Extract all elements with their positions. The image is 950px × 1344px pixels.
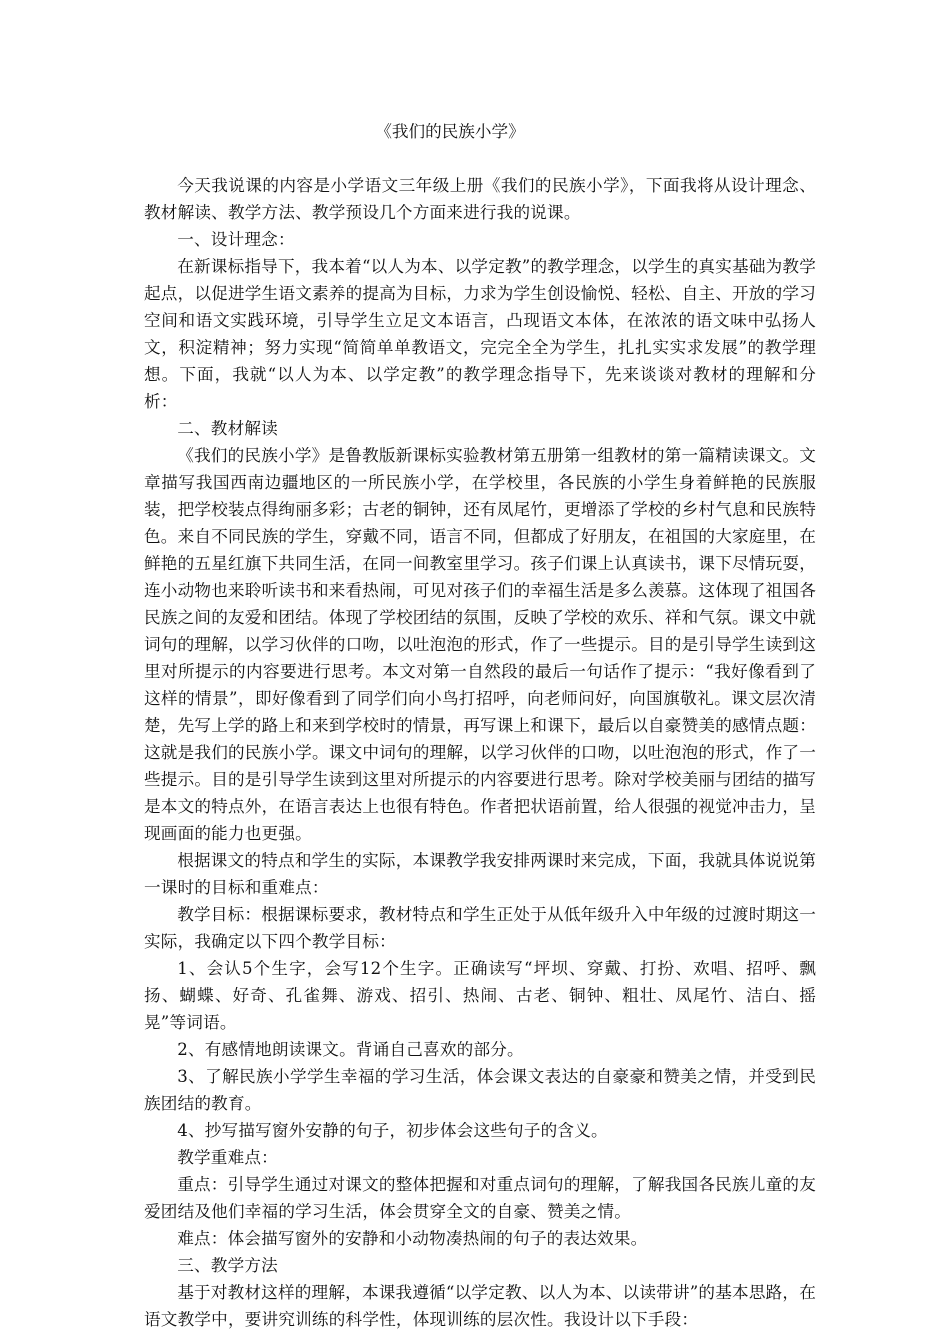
heading-design-concept: 一、设计理念： bbox=[177, 230, 295, 249]
document-page bbox=[144, 118, 816, 1333]
goal-item-1: 1、会认5个生字，会写12个生字。正确读写“坪坝、穿戴、打扮、欢唱、招呼、飘扬、蝴蝶、好奇、孔雀舞、游戏、招引、热闹、古老、铜钟、粗壮、凤尾竹、洁白、摇晃”等词语。 bbox=[144, 959, 816, 1032]
paragraph-intro: 今天我说课的内容是小学语文三年级上册《我们的民族小学》，下面我将从设计理念、教材解读、教学方法、教学预设几个方面来进行我的说课。 bbox=[144, 176, 816, 222]
goal-item-3: 3、了解民族小学学生幸福的学习生活，体会课文表达的自豪豪和赞美之情，并受到民族团结的教育。 bbox=[144, 1067, 816, 1113]
document-title: 《我们的民族小学》 bbox=[375, 122, 525, 141]
paragraph-design-concept: 在新课标指导下，我本着“以人为本、以学定教”的教学理念，以学生的真实基础为教学起点，以促进学生语文素养的提高为目标，力求为学生创设愉悦、轻松、自主、开放的学习空间和语文实践环境，引导学生立足文本语言，凸现语文本体，在浓浓的语文味中弘扬人文，积淀精神；努力实现“简简单单教语文，完完全全为学生，扎扎实实求发展”的教学理想。下面，我就“以人为本、以学定教”的教学理念指导下，先来谈谈对教材的理解和分析： bbox=[144, 257, 816, 411]
goal-item-4: 4、抄写描写窗外安静的句子，初步体会这些句子的含义。 bbox=[177, 1121, 608, 1140]
paragraph-textbook-analysis: 《我们的民族小学》是鲁教版新课标实验教材第五册第一组教材的第一篇精读课文。文章描写我国西南边疆地区的一所民族小学，在学校里，各民族的小学生身着鲜艳的民族服装，把学校装点得绚丽多彩；古老的铜钟，还有凤尾竹，更增添了学校的乡村气息和民族特色。来自不同民族的学生，穿戴不同，语言不同，但都成了好朋友，在祖国的大家庭里，在鲜艳的五星红旗下共同生活，在同一间教室里学习。孩子们课上认真读书，课下尽情玩耍，连小动物也来聆听读书和来看热闹，可见对孩子们的幸福生活是多么羡慕。这体现了祖国各民族之间的友爱和团结。体现了学校团结的氛围，反映了学校的欢乐、祥和气氛。课文中就词句的理解，以学习伙伴的口吻，以吐泡泡的形式，作了一些提示。目的是引导学生读到这里对所提示的内容要进行思考。本文对第一自然段的最后一句话作了提示：“我好像看到了这样的情景”，即好像看到了同学们向小鸟打招呼，向老师问好，向国旗敬礼。课文层次清楚，先写上学的路上和来到学校时的情景，再写课上和课下，最后以自豪赞美的感情点题：这就是我们的民族小学。课文中词句的理解，以学习伙伴的口吻，以吐泡泡的形式，作了一些提示。目的是引导学生读到这里对所提示的内容要进行思考。除对学校美丽与团结的描写是本文的特点外，在语言表达上也很有特色。作者把状语前置，给人很强的视觉冲击力，呈现画面的能力也更强。 bbox=[144, 446, 816, 843]
goal-item-2: 2、有感情地朗读课文。背诵自己喜欢的部分。 bbox=[177, 1040, 524, 1059]
paragraph-teaching-methods: 基于对教材这样的理解，本课我遵循“以学定教、以人为本、以读带讲”的基本思路，在语文教学中，要讲究训练的科学性，体现训练的层次性。我设计以下手段： bbox=[144, 1283, 816, 1329]
heading-key-difficult-points: 教学重难点： bbox=[177, 1148, 278, 1167]
heading-textbook-analysis: 二、教材解读 bbox=[177, 419, 278, 438]
paragraph-teaching-goals: 教学目标：根据课标要求，教材特点和学生正处于从低年级升入中年级的过渡时期这一实际，我确定以下四个教学目标： bbox=[144, 905, 816, 951]
heading-teaching-methods: 三、教学方法 bbox=[177, 1256, 278, 1275]
paragraph-key-point: 重点：引导学生通过对课文的整体把握和对重点词句的理解，了解我国各民族儿童的友爱团结及他们幸福的学习生活，体会贯穿全文的自豪、赞美之情。 bbox=[144, 1175, 816, 1221]
paragraph-difficult-point: 难点：体会描写窗外的安静和小动物凑热闹的句子的表达效果。 bbox=[177, 1229, 648, 1248]
paragraph-lesson-arrangement: 根据课文的特点和学生的实际，本课教学我安排两课时来完成，下面，我就具体说说第一课时的目标和重难点： bbox=[144, 851, 816, 897]
